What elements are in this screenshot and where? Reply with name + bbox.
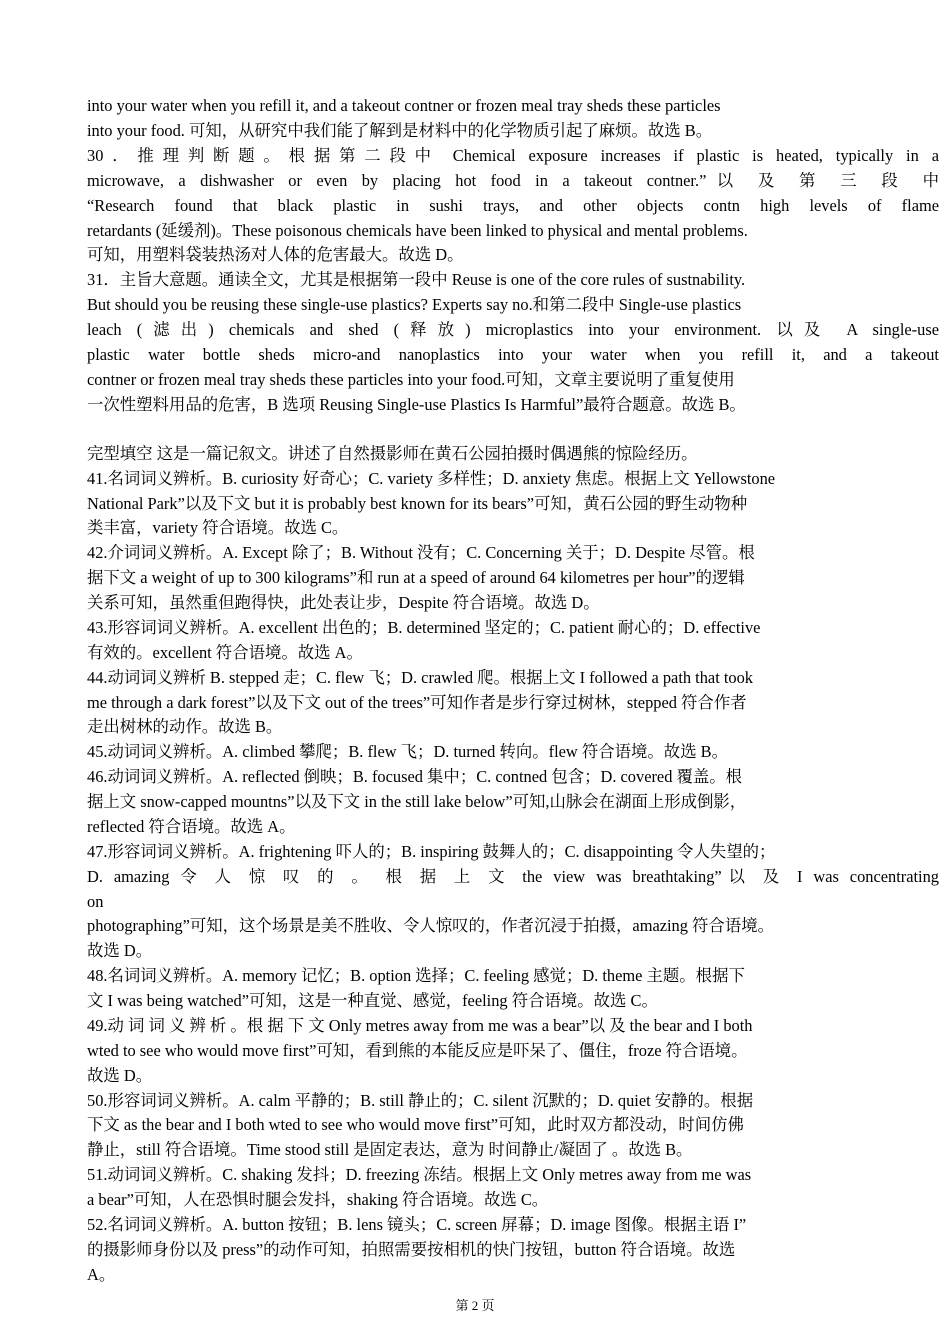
- text-line: leach (滤出) chemicals and shed (释放) microplastics into your environment. 以及 A single-use: [87, 320, 939, 339]
- text-line: contner or frozen meal tray sheds these particles into your food.可知，文章主要说明了重复使用: [87, 370, 735, 389]
- text-line: 47.形容词词义辨析。A. frightening 吓人的；B. inspiring 鼓舞人的；C. disappointing 令人失望的；: [87, 842, 776, 861]
- text-line: 52.名词词义辨析。A. button 按钮；B. lens 镜头；C. screen 屏幕；D. image 图像。根据主语 I”: [87, 1215, 747, 1234]
- text-line: 42.介词词义辨析。A. Except 除了；B. Without 没有；C. Concerning 关于；D. Despite 尽管。根: [87, 543, 755, 562]
- text-line: 44.动词词义辨析 B. stepped 走；C. flew 飞；D. crawled 爬。根据上文 I followed a path that took: [87, 668, 753, 687]
- text-line: 可知，用塑料袋装热汤对人体的危害最大。故选 D。: [87, 245, 464, 264]
- text-line: 30．推理判断题。根据第二段中 Chemical exposure increases if plastic is heated, typically in a: [87, 146, 939, 165]
- text-line: photographing”可知，这个场景是美不胜收、令人惊叹的，作者沉浸于拍摄，amazing 符合语境。: [87, 916, 774, 935]
- text-line: 故选 D。: [87, 941, 153, 960]
- text-line: 关系可知，虽然重但跑得快，此处表让步，Despite 符合语境。故选 D。: [87, 593, 600, 612]
- text-line: reflected 符合语境。故选 A。: [87, 817, 296, 836]
- text-line: 51.动词词义辨析。C. shaking 发抖；D. freezing 冻结。根据上文 Only metres away from me was: [87, 1165, 752, 1184]
- text-line: microwave, a dishwasher or even by placing hot food in a takeout contner.”以 及 第 三 段 中: [87, 171, 939, 190]
- text-line: a bear”可知，人在恐惧时腿会发抖，shaking 符合语境。故选 C。: [87, 1190, 549, 1209]
- text-line: 41.名词词义辨析。B. curiosity 好奇心；C. variety 多样性；D. anxiety 焦虑。根据上文 Yellowstone: [87, 469, 776, 488]
- text-line: into your food. 可知，从研究中我们能了解到是材料中的化学物质引起了麻烦。故选 B。: [87, 121, 713, 140]
- text-line: 45.动词词义辨析。A. climbed 攀爬；B. flew 飞；D. turned 转向。flew 符合语境。故选 B。: [87, 742, 729, 761]
- text-line: “Research found that black plastic in sushi trays, and other objects contn high levels of flame: [87, 196, 939, 215]
- text-line: 类丰富，variety 符合语境。故选 C。: [87, 518, 349, 537]
- text-line: plastic water bottle sheds micro-and nanoplastics into your water when you refill it, and a takeout: [87, 345, 939, 364]
- page-number: 第 2 页: [455, 1298, 495, 1313]
- text-line: into your water when you refill it, and a takeout contner or frozen meal tray sheds these particles: [87, 96, 721, 115]
- section-heading: 完型填空 这是一篇记叙文。讲述了自然摄影师在黄石公园拍摄时偶遇熊的惊险经历。: [87, 444, 698, 463]
- text-line: 有效的。excellent 符合语境。故选 A。: [87, 643, 363, 662]
- text-line: 43.形容词词义辨析。A. excellent 出色的；B. determined 坚定的；C. patient 耐心的；D. effective: [87, 618, 761, 637]
- text-line: 下文 as the bear and I both wted to see who would move first”可知，此时双方都没动，时间仿佛: [87, 1115, 744, 1134]
- text-line: D. amazing 令 人 惊 叹 的 。 根 据 上 文 the view was breathtaking”以 及 I was concentrating: [87, 867, 939, 886]
- text-line: retardants (延缓剂)。These poisonous chemicals have been linked to physical and mental problems.: [87, 221, 748, 240]
- text-line: 一次性塑料用品的危害，B 选项 Reusing Single-use Plastics Is Harmful”最符合题意。故选 B。: [87, 395, 746, 414]
- text-line: 49.动 词 词 义 辨 析 。根 据 下 文 Only metres away from me was a bear”以 及 the bear and I both: [87, 1016, 753, 1035]
- text-line: 的摄影师身份以及 press”的动作可知，拍照需要按相机的快门按钮，button 符合语境。故选: [87, 1240, 736, 1259]
- text-line: 50.形容词词义辨析。A. calm 平静的；B. still 静止的；C. silent 沉默的；D. quiet 安静的。根据: [87, 1091, 754, 1110]
- text-line: 故选 D。: [87, 1066, 153, 1085]
- text-line: 48.名词词义辨析。A. memory 记忆；B. option 选择；C. feeling 感觉；D. theme 主题。根据下: [87, 966, 745, 985]
- text-line: 据下文 a weight of up to 300 kilograms”和 run at a speed of around 64 kilometres per hour”的逻辑: [87, 568, 745, 587]
- text-line: on: [87, 892, 104, 911]
- text-line: 静止，still 符合语境。Time stood still 是固定表达，意为 时间静止/凝固了 。故选 B。: [87, 1140, 693, 1159]
- text-line: National Park”以及下文 but it is probably best known for its bears”可知，黄石公园的野生动物种: [87, 494, 748, 513]
- text-line: 走出树林的动作。故选 B。: [87, 717, 283, 736]
- text-line: 31．主旨大意题。通读全文，尤其是根据第一段中 Reuse is one of the core rules of sustnability.: [87, 270, 746, 289]
- text-line: me through a dark forest”以及下文 out of the trees”可知作者是步行穿过树林，stepped 符合作者: [87, 693, 747, 712]
- text-line: 文 I was being watched”可知，这是一种直觉、感觉，feeling 符合语境。故选 C。: [87, 991, 658, 1010]
- text-line: 据上文 snow-capped mountns”以及下文 in the still lake below”可知,山脉会在湖面上形成倒影，: [87, 792, 747, 811]
- text-line: But should you be reusing these single-use plastics? Experts say no.和第二段中 Single-use plastics: [87, 295, 742, 314]
- text-line: 46.动词词义辨析。A. reflected 倒映；B. focused 集中；C. contned 包含；D. covered 覆盖。根: [87, 767, 743, 786]
- text-line: A。: [87, 1265, 116, 1284]
- text-line: wted to see who would move first”可知，看到熊的本能反应是吓呆了、僵住，froze 符合语境。: [87, 1041, 748, 1060]
